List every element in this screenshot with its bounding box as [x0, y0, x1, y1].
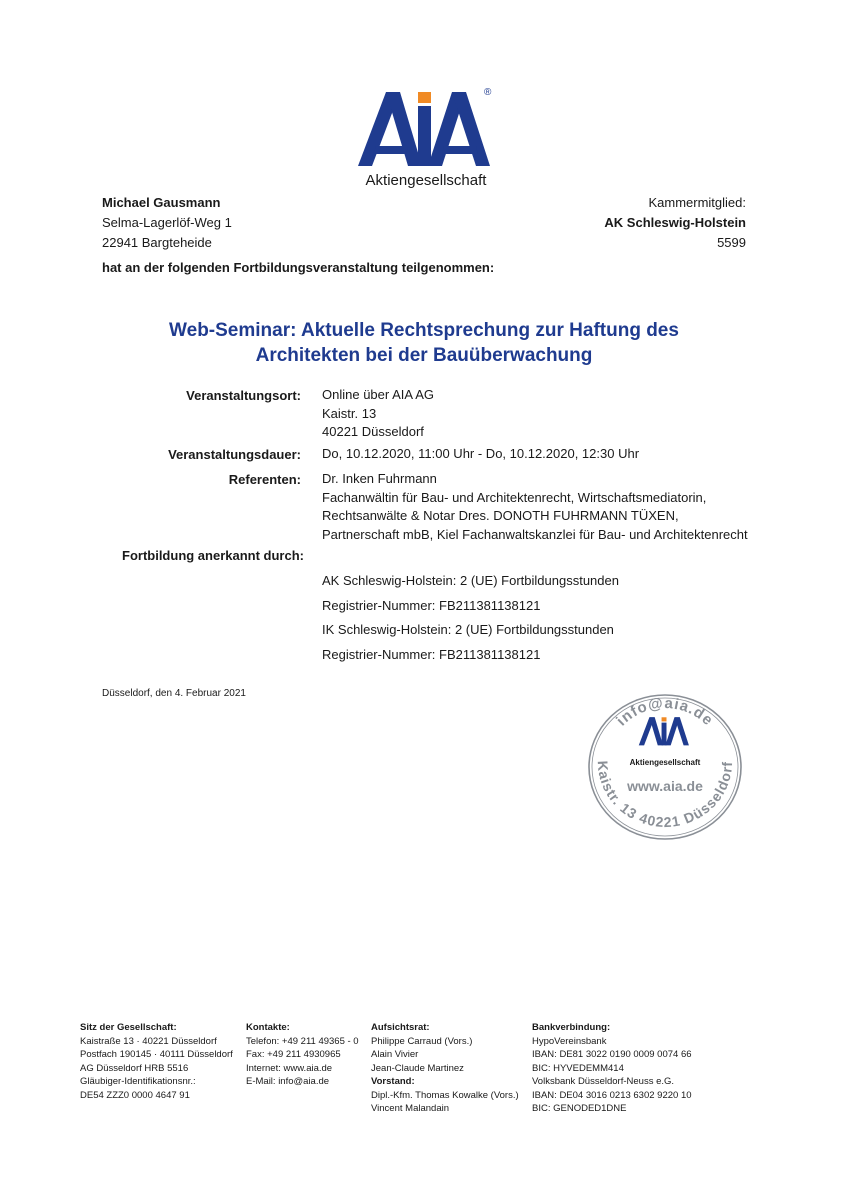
seminar-title-line: Web-Seminar: Aktuelle Rechtsprechung zur Haftung des [169, 320, 679, 341]
footer-line: Dipl.-Kfm. Thomas Kowalke (Vors.) [371, 1089, 519, 1101]
location-line: 40221 Düsseldorf [322, 424, 424, 439]
membership-block [604, 193, 746, 253]
footer-line: AG Düsseldorf HRB 5516 [80, 1062, 189, 1074]
participation-statement: hat an der folgenden Fortbildungsveranstaltung teilgenommen: [102, 260, 495, 275]
footer-heading: Vorstand: [371, 1076, 415, 1087]
recognition-line: Registrier-Nummer: FB211381138121 [322, 647, 541, 662]
membership-number: 5599 [717, 235, 746, 250]
footer-line: E-Mail: info@aia.de [246, 1076, 330, 1087]
footer-line: IBAN: DE04 3016 0213 6302 9220 10 [532, 1089, 692, 1101]
footer-heading: Aufsichtsrat: [371, 1022, 430, 1033]
recipient-street: Selma-Lagerlöf-Weg 1 [102, 215, 232, 230]
location-line: Kaistr. 13 [322, 405, 377, 421]
stamp-email: info@aia.de [613, 694, 717, 730]
location-label: Veranstaltungsort: [186, 388, 301, 403]
duration-value: Do, 10.12.2020, 11:00 Uhr - Do, 10.12.2020, 12:30 Uhr [322, 446, 640, 461]
footer-line: DE54 ZZZ0 0000 4647 91 [80, 1089, 190, 1101]
seminar-title [100, 318, 748, 368]
aia-logo-mark [356, 86, 496, 172]
membership-label: Kammermitglied: [648, 195, 746, 210]
footer-line: Alain Vivier [371, 1049, 419, 1060]
speakers-value [322, 470, 748, 544]
footer-line: Fax: +49 211 4930965 [246, 1049, 341, 1060]
speaker-line: Partnerschaft mbB, Kiel Fachanwaltskanzlei für Bau- und Architektenrecht [322, 526, 748, 542]
footer-line: IBAN: DE81 3022 0190 0009 0074 66 [532, 1049, 692, 1060]
recognition-line: AK Schleswig-Holstein: 2 (UE) Fortbildungsstunden [322, 573, 619, 588]
stamp-company: Aktiengesellschaft [629, 758, 701, 767]
footer-line: Jean-Claude Martinez [371, 1062, 464, 1074]
stamp-logo-icon [639, 717, 689, 745]
speaker-line: Dr. Inken Fuhrmann [322, 471, 437, 486]
footer-line: Kaistraße 13 · 40221 Düsseldorf [80, 1035, 217, 1047]
svg-text:Kaistr. 13 40221 Düsseldorf [595, 760, 735, 830]
footer-line: Volksbank Düsseldorf-Neuss e.G. [532, 1076, 675, 1087]
footer-contacts [246, 1021, 359, 1089]
recognition-label: Fortbildung anerkannt durch: [122, 548, 304, 563]
place-and-date: Düsseldorf, den 4. Februar 2021 [102, 688, 246, 699]
duration-label: Veranstaltungsdauer: [168, 447, 301, 462]
footer-heading: Kontakte: [246, 1022, 290, 1033]
footer-line: Internet: www.aia.de [246, 1062, 333, 1074]
location-value [322, 386, 434, 442]
footer-line: HypoVereinsbank [532, 1035, 607, 1047]
footer-heading: Bankverbindung: [532, 1022, 611, 1033]
footer-line: Gläubiger-Identifikationsnr.: [80, 1076, 196, 1087]
recognition-line: Registrier-Nummer: FB211381138121 [322, 598, 541, 613]
footer-line: Vincent Malandain [371, 1103, 449, 1114]
footer-bank [532, 1021, 692, 1116]
recipient-name: Michael Gausmann [102, 195, 221, 210]
stamp-address: Kaistr. 13 40221 Düsseldorf [594, 760, 736, 831]
registered-mark: ® [484, 87, 492, 98]
footer-line: BIC: GENODED1DNE [532, 1103, 627, 1114]
stamp-web: www.aia.de [627, 778, 703, 794]
speakers-label: Referenten: [228, 472, 301, 487]
footer-board [371, 1021, 519, 1116]
footer-company-seat [80, 1021, 233, 1102]
recognition-line: IK Schleswig-Holstein: 2 (UE) Fortbildungsstunden [322, 622, 614, 637]
speaker-line: Rechtsanwälte & Notar Dres. DONOTH FUHRMANN TÜXEN, [322, 508, 679, 523]
logo-accent-dot [418, 92, 431, 103]
company-logo [356, 86, 496, 190]
membership-chamber: AK Schleswig-Holstein [604, 215, 746, 230]
footer-line: Telefon: +49 211 49365 - 0 [246, 1035, 359, 1047]
footer-line: Postfach 190145 · 40111 Düsseldorf [80, 1049, 233, 1060]
stamp-graphic [586, 693, 744, 841]
company-stamp [586, 693, 744, 841]
footer-heading: Sitz der Gesellschaft: [80, 1022, 177, 1033]
footer-line: Philippe Carraud (Vors.) [371, 1035, 473, 1047]
location-line: Online über AIA AG [322, 387, 435, 402]
seminar-title-line: Architekten bei der Bauüberwachung [255, 345, 593, 366]
logo-subtitle: Aktiengesellschaft [365, 172, 487, 189]
speaker-line: Fachanwältin für Bau- und Architektenrecht, Wirtschaftsmediatorin, [322, 489, 707, 505]
recipient-city: 22941 Bargteheide [102, 235, 212, 250]
footer-line: BIC: HYVEDEMM414 [532, 1062, 624, 1074]
recipient-address [102, 193, 232, 253]
